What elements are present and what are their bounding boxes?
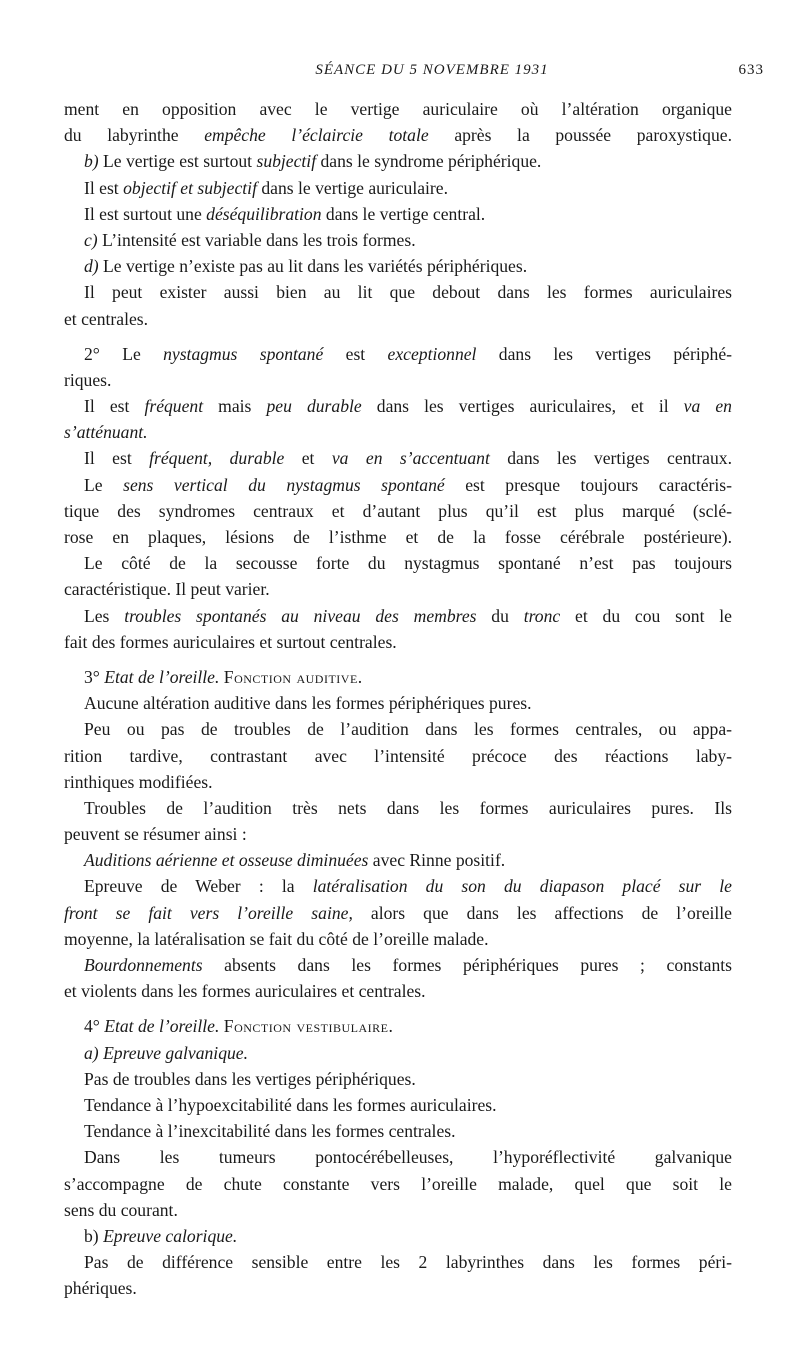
text-line bbox=[64, 847, 732, 873]
text-line bbox=[64, 306, 732, 332]
text-line bbox=[64, 873, 732, 899]
text-run: Troubles de l’audition très nets dans les formes auriculaires pures. Ils bbox=[84, 797, 732, 818]
italic-text: d) bbox=[84, 256, 99, 277]
text-run: Aucune altération auditive dans les formes périphériques pures. bbox=[84, 693, 532, 714]
text-line bbox=[64, 1171, 732, 1197]
text-run: Pas de troubles dans les vertiges périphériques. bbox=[84, 1068, 416, 1089]
text-run: 4° bbox=[84, 1016, 105, 1037]
page-header bbox=[100, 62, 764, 84]
text-line bbox=[64, 472, 732, 498]
text-run: et du cou sont le bbox=[560, 605, 732, 626]
italic-text: Bourdonnements bbox=[84, 955, 203, 975]
text-run: dans le vertige central. bbox=[321, 203, 486, 224]
text-line bbox=[64, 769, 732, 795]
text-run: dans le syndrome périphérique. bbox=[316, 151, 542, 172]
text-line bbox=[64, 664, 732, 690]
italic-text: tronc bbox=[523, 605, 561, 626]
text-run: sens du courant. bbox=[64, 1199, 178, 1220]
text-run: Le bbox=[84, 474, 124, 495]
text-line bbox=[64, 926, 732, 952]
italic-text: nystagmus spontané bbox=[163, 343, 324, 364]
text-line bbox=[64, 201, 732, 227]
text-run: et violents dans les formes auriculaires et centrales. bbox=[64, 981, 426, 1002]
text-run: b) bbox=[84, 1225, 104, 1246]
text-line bbox=[64, 1066, 732, 1092]
text-line bbox=[64, 1013, 732, 1039]
text-run: rition tardive, contrastant avec l’intensité précoce des réactions laby- bbox=[64, 745, 732, 766]
text-run: Il est surtout une bbox=[84, 203, 207, 224]
text-line bbox=[64, 550, 732, 576]
text-line bbox=[64, 393, 732, 419]
text-run: Tendance à l’hypoexcitabilité dans les formes auriculaires. bbox=[84, 1094, 497, 1115]
text-line bbox=[64, 122, 732, 148]
running-title: SÉANCE DU 5 NOVEMBRE 1931 bbox=[315, 62, 549, 78]
italic-text: fréquent bbox=[144, 396, 204, 417]
italic-text: latéralisation du son du diapason placé sur le bbox=[312, 876, 732, 897]
text-line bbox=[64, 1144, 732, 1170]
text-line bbox=[64, 978, 732, 1004]
text-line bbox=[64, 821, 732, 847]
text-line bbox=[64, 227, 732, 253]
text-line bbox=[64, 445, 732, 471]
italic-text: front se fait vers l’oreille saine, bbox=[64, 902, 353, 923]
text-line bbox=[64, 1249, 732, 1275]
text-run: fait des formes auriculaires et surtout centrales. bbox=[64, 631, 397, 652]
text-run: Il est bbox=[84, 177, 124, 198]
text-run: et bbox=[284, 448, 332, 469]
text-run: Le vertige n’existe pas au lit dans les variétés périphériques. bbox=[98, 256, 528, 277]
text-line bbox=[64, 175, 732, 201]
text-run: Le côté de la secousse forte du nystagmus spontané n’est pas toujours bbox=[84, 553, 732, 574]
text-run: dans le vertige auriculaire. bbox=[256, 177, 448, 198]
italic-text: Auditions aérienne et osseuse diminuées bbox=[84, 850, 369, 871]
italic-text: c) bbox=[84, 229, 98, 250]
text-run: Epreuve de Weber : la bbox=[84, 876, 313, 897]
text-line bbox=[64, 1040, 732, 1066]
italic-text: s’atténuant. bbox=[64, 422, 148, 443]
text-line bbox=[64, 952, 732, 978]
body-text bbox=[64, 96, 732, 1301]
text-line bbox=[64, 1118, 732, 1144]
text-run: rinthiques modifiées. bbox=[64, 771, 213, 792]
text-run: Il est bbox=[84, 448, 150, 469]
italic-text: Etat de l’oreille. bbox=[104, 666, 220, 687]
text-line bbox=[64, 576, 732, 602]
text-line bbox=[64, 419, 732, 445]
text-line bbox=[64, 795, 732, 821]
italic-text: subjectif bbox=[256, 151, 317, 172]
text-line bbox=[64, 253, 732, 279]
text-run: du bbox=[476, 605, 524, 626]
italic-text: peu durable bbox=[266, 396, 362, 417]
text-run: est presque toujours caractéris- bbox=[444, 474, 732, 495]
page-number: 633 bbox=[738, 62, 764, 78]
text-run: absents dans les formes périphériques pures ; constants bbox=[202, 955, 732, 975]
italic-text: sens vertical du nystagmus spontané bbox=[123, 474, 445, 495]
text-line bbox=[64, 603, 732, 629]
italic-text: déséquilibration bbox=[206, 203, 322, 224]
text-run: mais bbox=[203, 396, 267, 417]
text-line bbox=[64, 148, 732, 174]
text-line bbox=[64, 743, 732, 769]
text-line bbox=[64, 716, 732, 742]
text-run: Tendance à l’inexcitabilité dans les formes centrales. bbox=[84, 1121, 456, 1142]
text-run: moyenne, la latéralisation se fait du côté de l’oreille malade. bbox=[64, 928, 489, 949]
italic-text: b) bbox=[84, 151, 99, 172]
text-line bbox=[64, 367, 732, 393]
text-run: rose en plaques, lésions de l’isthme et de la fosse cérébrale postérieure). bbox=[64, 527, 732, 547]
section-heading-text: Fonction auditive. bbox=[223, 666, 363, 687]
text-run: caractéristique. Il peut varier. bbox=[64, 579, 270, 600]
text-run: Le vertige est surtout bbox=[98, 151, 257, 172]
italic-text: objectif et subjectif bbox=[123, 177, 257, 198]
italic-text: va en s’accentuant bbox=[331, 448, 490, 469]
text-line bbox=[64, 498, 732, 524]
text-run: et centrales. bbox=[64, 308, 149, 329]
text-run: phériques. bbox=[64, 1278, 137, 1299]
text-run: peuvent se résumer ainsi : bbox=[64, 824, 247, 845]
text-run: Dans les tumeurs pontocérébelleuses, l’hyporéflectivité galvanique bbox=[84, 1147, 732, 1168]
text-line bbox=[64, 96, 732, 122]
text-run: ment en opposition avec le vertige auriculaire où l’altération organique bbox=[64, 99, 732, 119]
text-run: est bbox=[323, 343, 388, 364]
italic-text: empêche l’éclaircie totale bbox=[204, 125, 429, 146]
text-line bbox=[64, 629, 732, 655]
text-run: s’accompagne de chute constante vers l’oreille malade, quel que soit le bbox=[64, 1173, 732, 1194]
text-line bbox=[64, 279, 732, 305]
italic-text: troubles spontanés au niveau des membres bbox=[124, 605, 477, 626]
text-line bbox=[64, 1275, 732, 1301]
text-run: Il peut exister aussi bien au lit que debout dans les formes auriculaires bbox=[84, 282, 732, 303]
text-run: riques. bbox=[64, 369, 112, 390]
italic-text: exceptionnel bbox=[387, 343, 477, 364]
text-line bbox=[64, 1223, 732, 1249]
text-run: Pas de différence sensible entre les 2 labyrinthes dans les formes péri- bbox=[84, 1252, 732, 1273]
text-run: avec Rinne positif. bbox=[368, 850, 506, 871]
text-line bbox=[64, 900, 732, 926]
text-run: 2° Le bbox=[84, 343, 164, 364]
text-line bbox=[64, 524, 732, 550]
section-heading-text: Fonction vestibulaire. bbox=[223, 1016, 394, 1037]
text-run: Peu ou pas de troubles de l’audition dans les formes centrales, ou appa- bbox=[84, 719, 732, 740]
text-run: Les bbox=[84, 605, 125, 626]
text-run: du labyrinthe bbox=[64, 125, 205, 146]
text-run: alors que dans les affections de l’oreille bbox=[352, 902, 732, 923]
italic-text: Epreuve galvanique. bbox=[103, 1042, 248, 1063]
text-run: après la poussée paroxystique. bbox=[428, 125, 732, 146]
text-run: 3° bbox=[84, 666, 105, 687]
text-run: tique des syndromes centraux et d’autant plus qu’il est plus marqué (sclé- bbox=[64, 500, 732, 521]
text-line bbox=[64, 690, 732, 716]
italic-text: fréquent, durable bbox=[149, 448, 285, 469]
text-run: dans les vertiges auriculaires, et il bbox=[361, 396, 684, 417]
text-run: L’intensité est variable dans les trois formes. bbox=[97, 229, 416, 250]
text-line bbox=[64, 341, 732, 367]
italic-text: Etat de l’oreille. bbox=[104, 1016, 220, 1037]
text-run: dans les vertiges périphé- bbox=[476, 343, 732, 364]
text-run: Il est bbox=[84, 396, 145, 417]
text-run: dans les vertiges centraux. bbox=[489, 448, 732, 469]
text-line bbox=[64, 1197, 732, 1223]
italic-text: a) bbox=[84, 1042, 99, 1063]
text-line bbox=[64, 1092, 732, 1118]
italic-text: Epreuve calorique. bbox=[103, 1225, 238, 1246]
italic-text: va en bbox=[683, 396, 732, 417]
